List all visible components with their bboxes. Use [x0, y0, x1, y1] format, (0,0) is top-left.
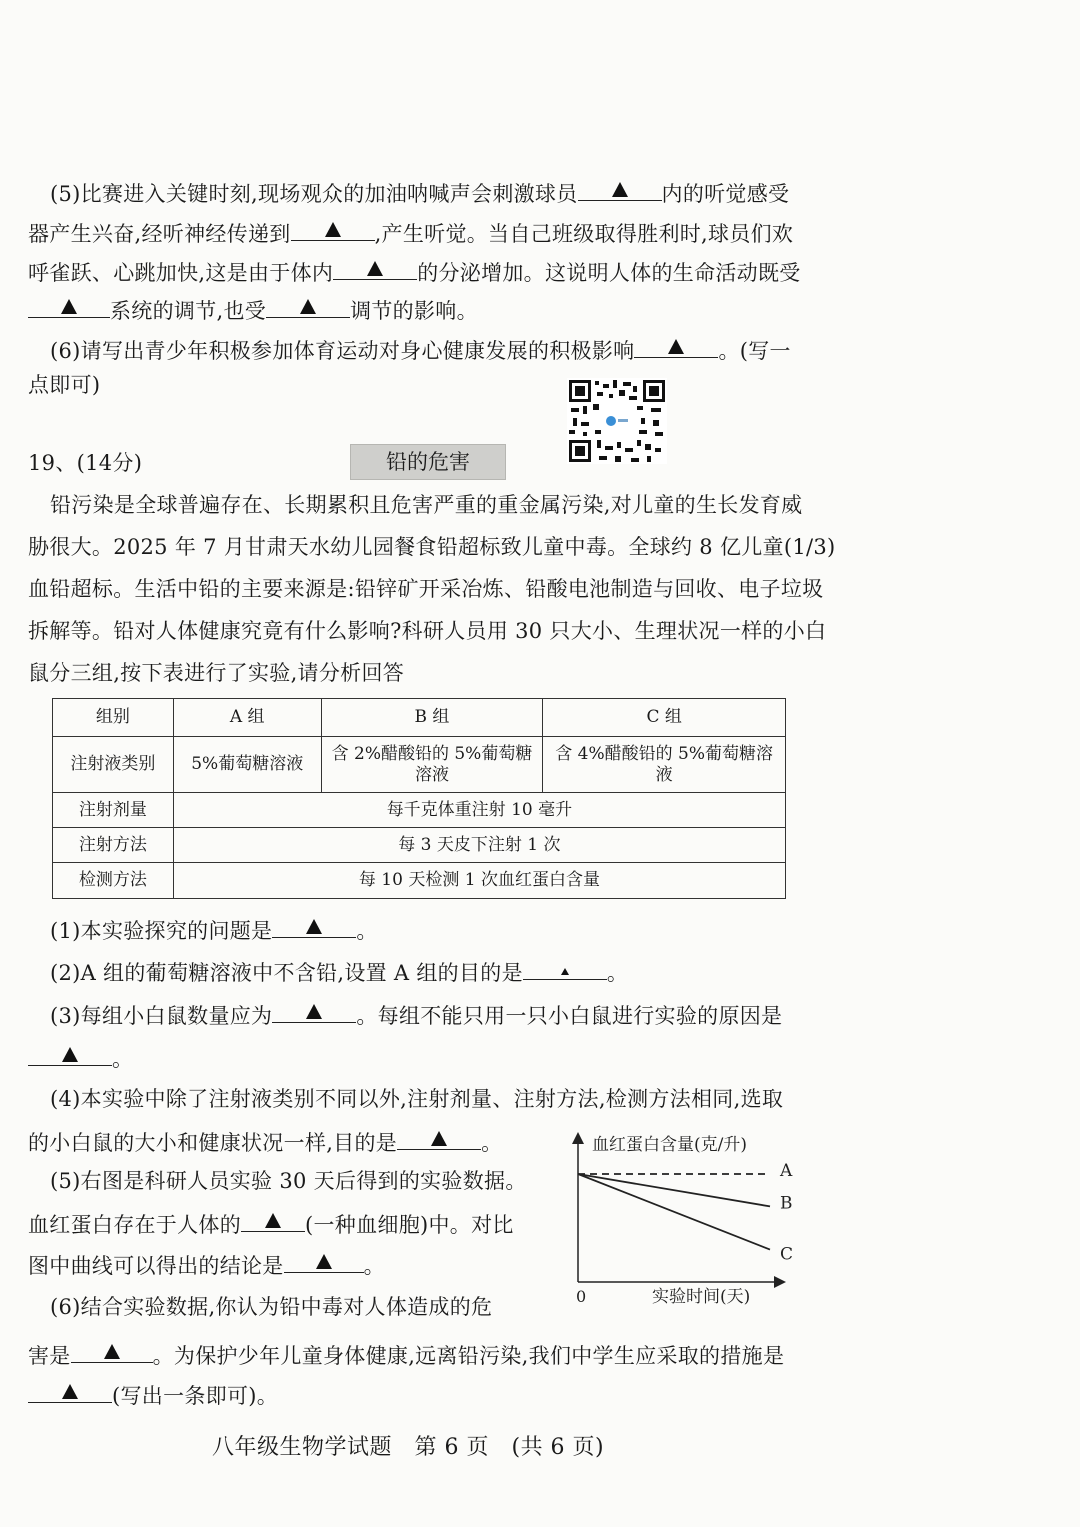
- section-title: 铅的危害: [350, 444, 506, 480]
- q18-p6-line2: 点即可): [28, 373, 101, 397]
- q19-5: (5)右图是科研人员实验 30 天后得到的实验数据。: [50, 1169, 527, 1193]
- q19-6-cont2: (写出一条即可)。: [28, 1380, 278, 1409]
- triangle-icon: [612, 182, 628, 197]
- q18-p5-line4: 系统的调节,也受 调节的影响。: [28, 295, 478, 324]
- answer-blank[interactable]: [397, 1127, 481, 1150]
- triangle-icon: [104, 1344, 120, 1359]
- q19-5-cont: 血红蛋白存在于人体的 (一种血细胞)中。对比: [28, 1209, 514, 1238]
- origin-label: 0: [576, 1287, 587, 1306]
- experiment-table: [52, 698, 786, 899]
- q19-4: (4)本实验中除了注射液类别不同以外,注射剂量、注射方法,检测方法相同,选取: [50, 1087, 784, 1111]
- answer-blank[interactable]: [272, 915, 356, 938]
- table-cell: 含 4%醋酸铅的 5%葡萄糖溶液: [543, 737, 786, 793]
- triangle-icon: [316, 1254, 332, 1269]
- table-cell: 每 3 天皮下注射 1 次: [173, 828, 785, 863]
- answer-blank[interactable]: [266, 295, 350, 318]
- answer-blank[interactable]: [284, 1250, 364, 1273]
- series-label-A: A: [780, 1161, 793, 1181]
- answer-blank[interactable]: [333, 257, 417, 280]
- answer-blank[interactable]: [71, 1340, 153, 1363]
- answer-blank[interactable]: [291, 218, 375, 241]
- triangle-icon: [306, 919, 322, 934]
- q19-3: (3)每组小白鼠数量应为 。每组不能只用一只小白鼠进行实验的原因是: [50, 1000, 782, 1029]
- intro-line: 铅污染是全球普遍存在、长期累积且危害严重的重金属污染,对儿童的生长发育威: [50, 493, 803, 517]
- q19-number: 19、(14分): [28, 451, 143, 475]
- table-cell: 注射液类别: [53, 737, 174, 793]
- q19-5-cont2: 图中曲线可以得出的结论是 。: [28, 1250, 385, 1279]
- q18-p5-line3: 呼雀跃、心跳加快,这是由于体内 的分泌增加。这说明人体的生命活动既受: [28, 257, 801, 286]
- q19-3-cont: 。: [28, 1043, 133, 1072]
- triangle-icon: [300, 299, 316, 314]
- table-cell: 每千克体重注射 10 毫升: [173, 793, 785, 828]
- table-row: [53, 737, 786, 793]
- page-footer: 八年级生物学试题 第 6 页 (共 6 页): [212, 1435, 605, 1460]
- answer-blank[interactable]: [241, 1209, 305, 1232]
- answer-blank[interactable]: [578, 178, 662, 201]
- intro-line: 拆解等。铅对人体健康究竟有什么影响?科研人员用 30 只大小、生理状况一样的小白: [28, 619, 827, 643]
- triangle-icon: [265, 1213, 281, 1228]
- table-cell: 含 2%醋酸铅的 5%葡萄糖溶液: [321, 737, 543, 793]
- table-cell: 每 10 天检测 1 次血红蛋白含量: [173, 863, 785, 899]
- table-header: A 组: [173, 699, 321, 737]
- q19-4-cont: 的小白鼠的大小和健康状况一样,目的是 。: [28, 1127, 502, 1156]
- q19-6: (6)结合实验数据,你认为铅中毒对人体造成的危: [50, 1295, 493, 1319]
- series-label-B: B: [780, 1193, 793, 1214]
- table-header: B 组: [321, 699, 543, 737]
- triangle-icon: [62, 1384, 78, 1399]
- q18-p5-line2: 器产生兴奋,经听神经传递到 ,产生听觉。当自己班级取得胜利时,球员们欢: [28, 218, 793, 247]
- series-line-C: [578, 1174, 770, 1250]
- table-row: [53, 863, 786, 899]
- q19-2: (2)A 组的葡萄糖溶液中不含铅,设置 A 组的目的是 。: [50, 957, 628, 986]
- triangle-icon: [561, 968, 569, 975]
- answer-blank[interactable]: [28, 295, 110, 318]
- q18-p5-line1: (5)比赛进入关键时刻,现场观众的加油呐喊声会刺激球员 内的听觉感受: [50, 178, 789, 207]
- triangle-icon: [367, 261, 383, 276]
- triangle-icon: [62, 1047, 78, 1062]
- qr-code-icon: [567, 378, 667, 464]
- table-cell: 5%葡萄糖溶液: [173, 737, 321, 793]
- answer-blank[interactable]: [272, 1000, 356, 1023]
- triangle-icon: [668, 339, 684, 354]
- triangle-icon: [306, 1004, 322, 1019]
- q19-6-cont: 害是 。为保护少年儿童身体健康,远离铅污染,我们中学生应采取的措施是: [28, 1340, 784, 1369]
- y-axis-label: 血红蛋白含量(克/升): [592, 1135, 747, 1155]
- table-row: [53, 699, 786, 737]
- table-cell: 注射方法: [53, 828, 174, 863]
- q18-p6-line1: (6)请写出青少年积极参加体育运动对身心健康发展的积极影响 。(写一: [50, 335, 791, 364]
- table-cell: 注射剂量: [53, 793, 174, 828]
- intro-line: 鼠分三组,按下表进行了实验,请分析回答: [28, 661, 405, 685]
- triangle-icon: [431, 1131, 447, 1146]
- table-header: C 组: [543, 699, 786, 737]
- answer-blank[interactable]: [523, 957, 607, 980]
- answer-blank[interactable]: [28, 1043, 112, 1066]
- intro-line: 胁很大。2025 年 7 月甘肃天水幼儿园餐食铅超标致儿童中毒。全球约 8 亿儿童(1/3): [28, 535, 836, 559]
- table-cell: 检测方法: [53, 863, 174, 899]
- triangle-icon: [61, 299, 77, 314]
- series-line-B: [578, 1174, 770, 1206]
- q19-1: (1)本实验探究的问题是 。: [50, 915, 378, 944]
- answer-blank[interactable]: [634, 335, 718, 358]
- x-axis-label: 实验时间(天): [652, 1287, 751, 1307]
- hemoglobin-chart: [560, 1130, 820, 1310]
- table-row: [53, 828, 786, 863]
- table-row: [53, 793, 786, 828]
- answer-blank[interactable]: [28, 1380, 112, 1403]
- table-header: 组别: [53, 699, 174, 737]
- series-label-C: C: [780, 1244, 794, 1265]
- triangle-icon: [325, 222, 341, 237]
- intro-line: 血铅超标。生活中铅的主要来源是:铅锌矿开采冶炼、铅酸电池制造与回收、电子垃圾: [28, 577, 824, 601]
